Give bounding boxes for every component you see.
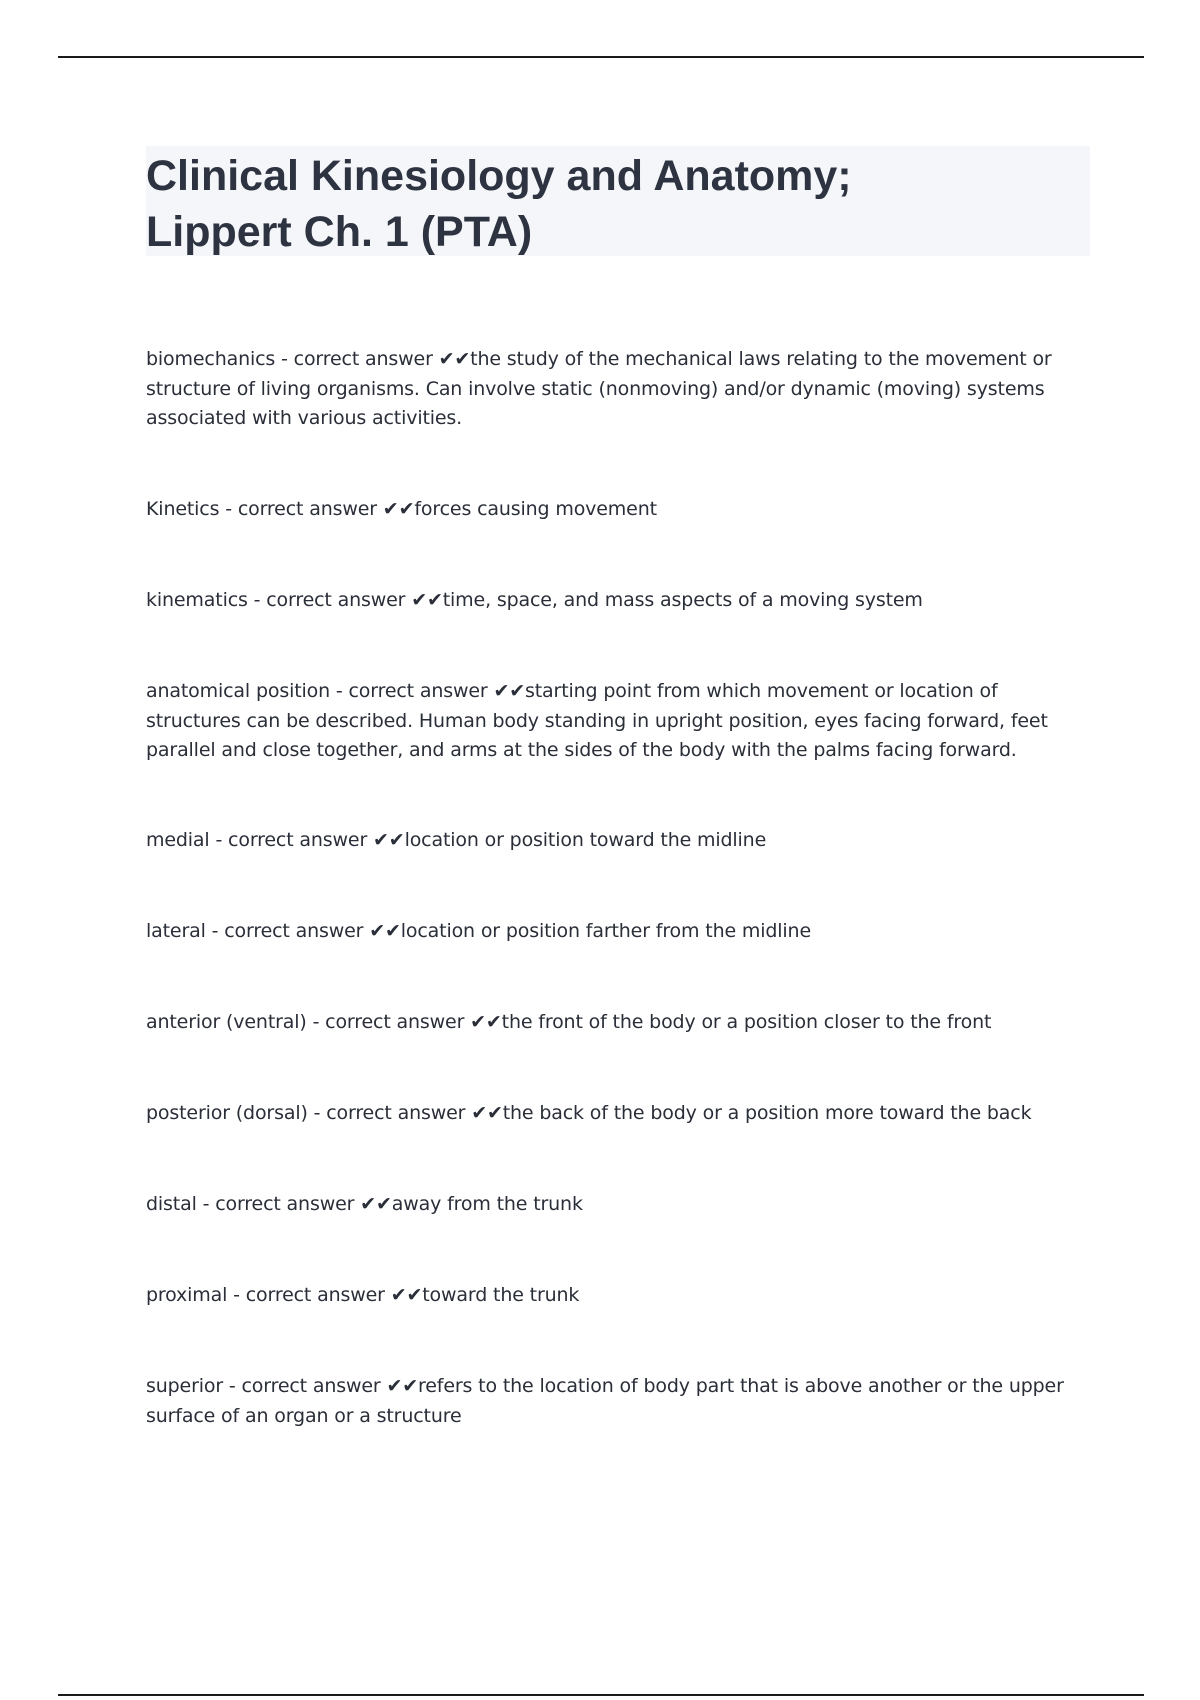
flashcard-entry-anatomical-position: anatomical position - correct answer ✔✔starting point from which movement or location of structures can be described. Human body standing in upright position, eyes facing forward, feet parallel and close together, and arms at the sides of the body with the palms facing forward. (146, 680, 1048, 761)
title-block (146, 146, 1090, 256)
flashcard-entry-biomechanics: biomechanics - correct answer ✔✔the study of the mechanical laws relating to the movement or structure of living organisms. Can involve static (nonmoving) and/or dynamic (moving) systems associated with various activities. (146, 348, 1052, 429)
flashcard-entry-anterior: anterior (ventral) - correct answer ✔✔the front of the body or a position closer to the front (146, 1011, 992, 1033)
page-title-line-1: Clinical Kinesiology and Anatomy; (146, 152, 852, 200)
flashcard-entry-medial: medial - correct answer ✔✔location or position toward the midline (146, 829, 767, 851)
flashcard-entry-kinetics: Kinetics - correct answer ✔✔forces causing movement (146, 498, 657, 520)
bottom-divider (58, 1694, 1144, 1696)
page-title-line-2: Lippert Ch. 1 (PTA) (146, 208, 533, 256)
flashcard-entry-superior: superior - correct answer ✔✔refers to the location of body part that is above another or the upper surface of an organ or a structure (146, 1375, 1064, 1427)
flashcard-entry-posterior: posterior (dorsal) - correct answer ✔✔the back of the body or a position more toward the back (146, 1102, 1032, 1124)
flashcard-entry-lateral: lateral - correct answer ✔✔location or position farther from the midline (146, 920, 811, 942)
flashcard-entry-proximal: proximal - correct answer ✔✔toward the trunk (146, 1284, 580, 1306)
top-divider (58, 56, 1144, 58)
flashcard-entry-distal: distal - correct answer ✔✔away from the trunk (146, 1193, 583, 1215)
flashcard-entry-kinematics: kinematics - correct answer ✔✔time, space, and mass aspects of a moving system (146, 589, 923, 611)
